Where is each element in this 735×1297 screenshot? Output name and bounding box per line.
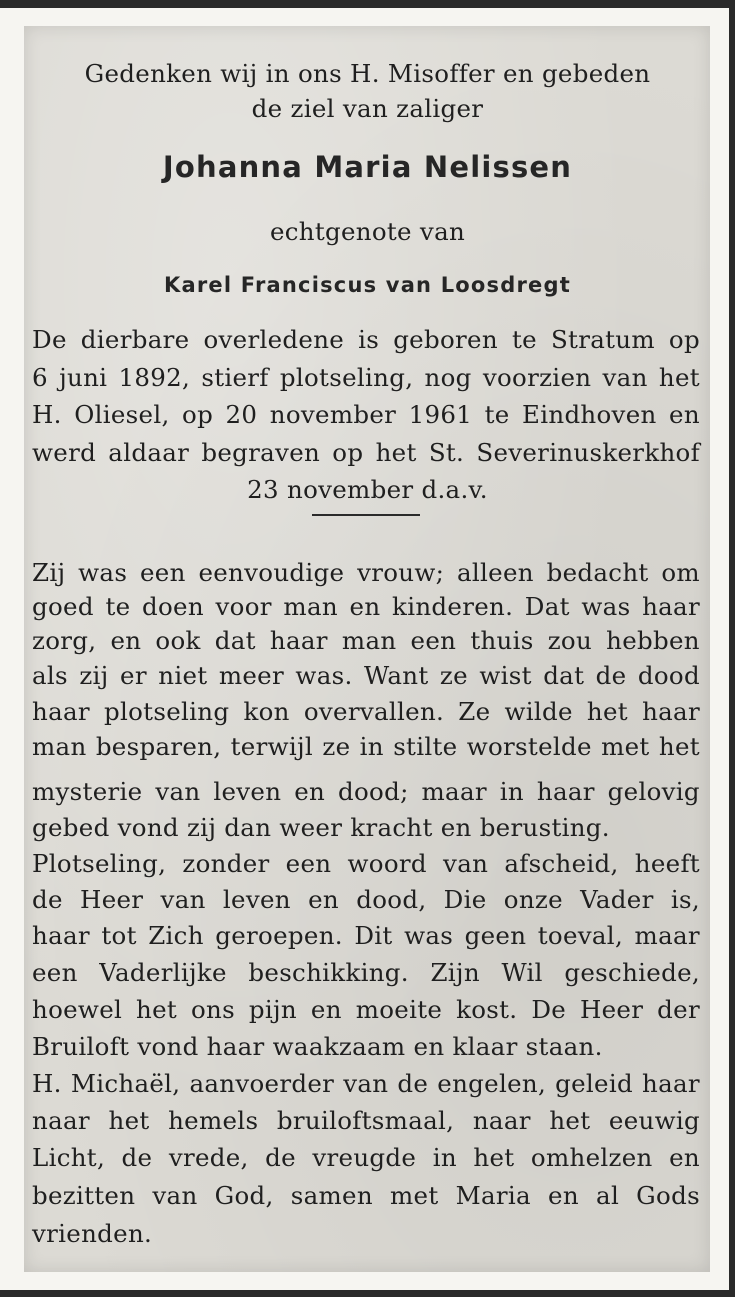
meditation-line-18: bezitten van God, samen met Maria en al Gods <box>32 1181 700 1210</box>
meditation-line-16: naar het hemels bruiloftsmaal, naar het eeuwig <box>32 1106 700 1135</box>
intro-line-1: Gedenken wij in ons H. Misoffer en gebeden <box>84 59 651 88</box>
biography-line-3: H. Oliesel, op 20 november 1961 te Eindhoven en <box>32 400 700 429</box>
spouse-name: Karel Franciscus van Loosdregt <box>164 273 571 297</box>
meditation-line-8: gebed vond zij dan weer kracht en berusting. <box>32 813 610 842</box>
biography-line-4: werd aldaar begraven op het St. Severinuskerkhof <box>32 438 700 467</box>
spouse-intro: echtgenote van <box>269 217 466 246</box>
meditation-line-3: zorg, en ook dat haar man een thuis zou hebben <box>32 626 700 655</box>
biography-line-5: 23 november d.a.v. <box>247 475 488 504</box>
meditation-line-7: mysterie van leven en dood; maar in haar gelovig <box>32 777 700 806</box>
meditation-line-1: Zij was een eenvoudige vrouw; alleen bedacht om <box>32 558 700 587</box>
meditation-line-5: haar plotseling kon overvallen. Ze wilde het haar <box>32 697 700 726</box>
meditation-line-15: H. Michaël, aanvoerder van de engelen, geleid haar <box>32 1069 700 1098</box>
meditation-line-19: vrienden. <box>32 1219 153 1248</box>
meditation-line-11: haar tot Zich geroepen. Dit was geen toeval, maar <box>32 921 700 950</box>
biography-line-2: 6 juni 1892, stierf plotseling, nog voorzien van het <box>32 363 700 392</box>
meditation-line-2: goed te doen voor man en kinderen. Dat was haar <box>32 592 700 621</box>
meditation-line-10: de Heer van leven en dood, Die onze Vader is, <box>32 885 700 914</box>
meditation-line-14: Bruiloft vond haar waakzaam en klaar staan. <box>32 1032 603 1061</box>
meditation-line-6: man besparen, terwijl ze in stilte worstelde met het <box>32 732 700 761</box>
meditation-line-12: een Vaderlijke beschikking. Zijn Wil geschiede, <box>32 958 700 987</box>
intro-line-2: de ziel van zaliger <box>251 94 484 123</box>
meditation-line-4: als zij er niet meer was. Want ze wist dat de dood <box>32 661 700 690</box>
meditation-line-13: hoewel het ons pijn en moeite kost. De Heer der <box>32 995 700 1024</box>
biography-line-1: De dierbare overledene is geboren te Stratum op <box>32 325 700 354</box>
deceased-name: Johanna Maria Nelissen <box>162 150 573 184</box>
meditation-line-9: Plotseling, zonder een woord van afscheid, heeft <box>32 849 700 878</box>
meditation-line-17: Licht, de vrede, de vreugde in het omhelzen en <box>32 1143 700 1172</box>
section-divider <box>312 514 420 516</box>
